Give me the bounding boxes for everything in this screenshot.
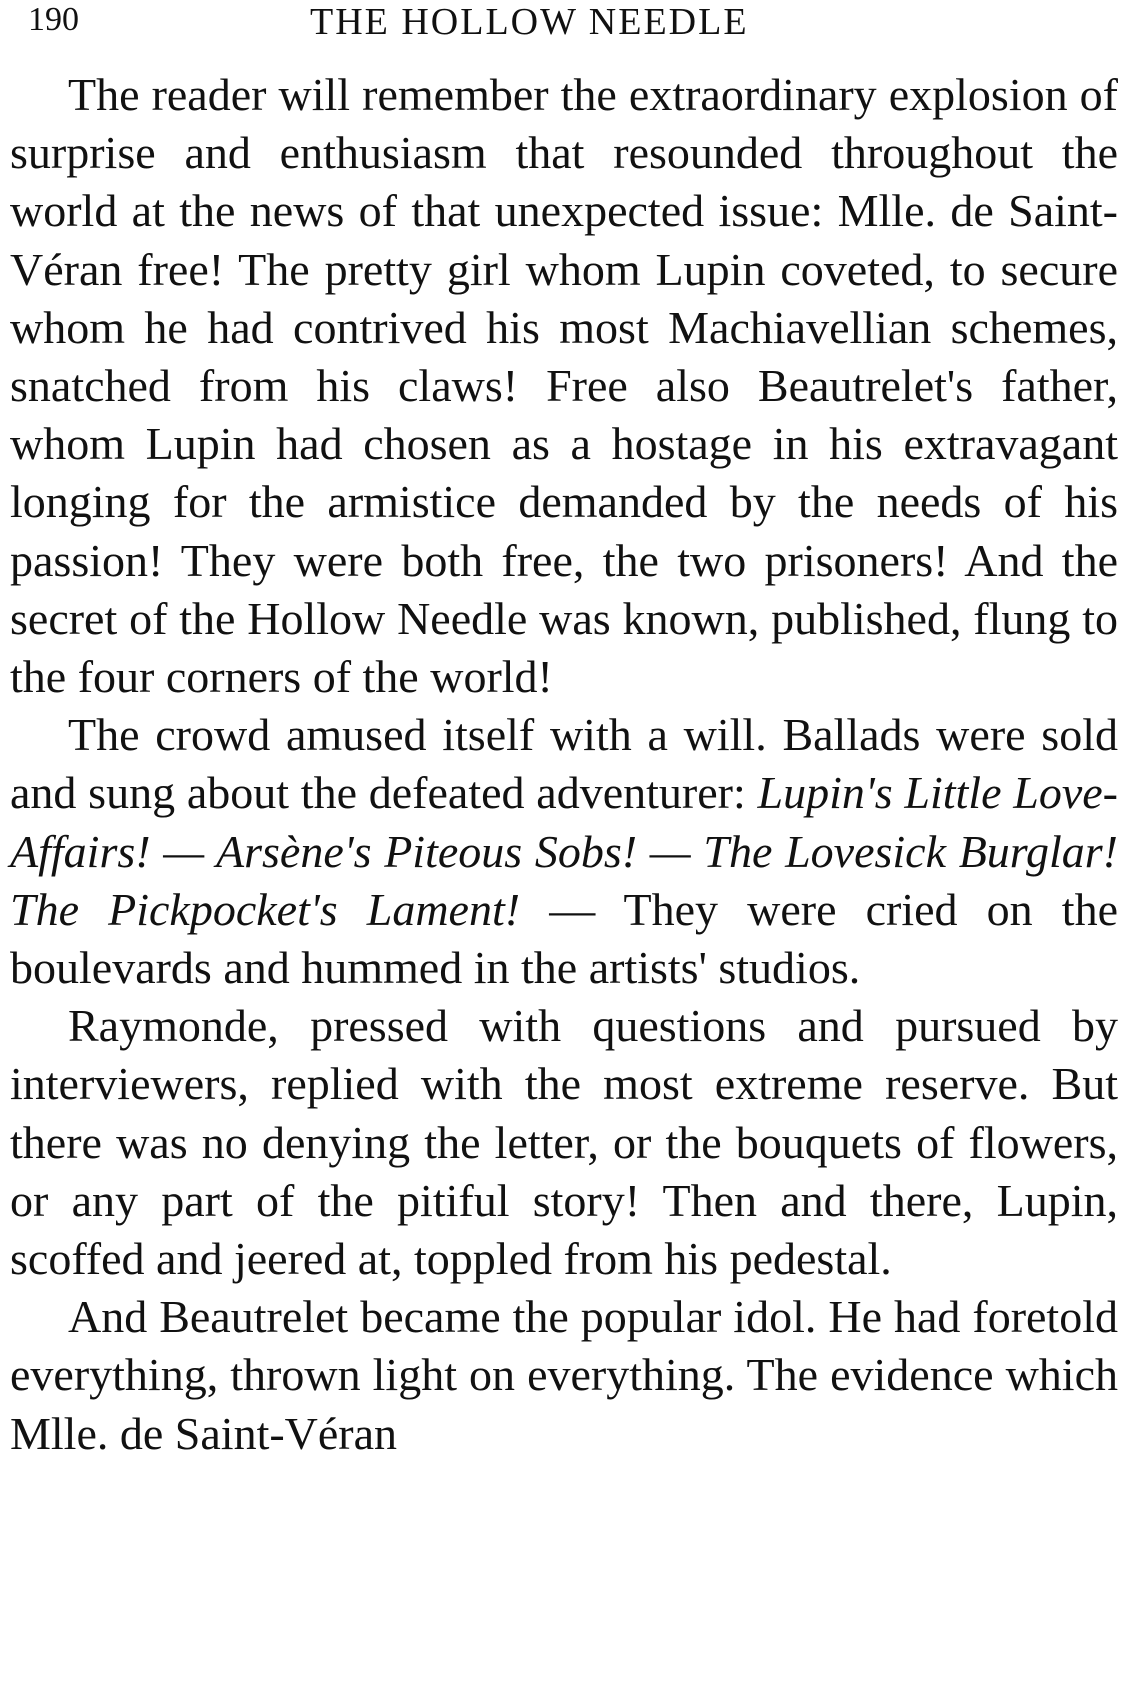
running-title: THE HOLLOW NEEDLE (310, 1, 749, 43)
paragraph-2-text-after: — They were cried on the boulevards and hummed in the artists' studios. (10, 883, 1118, 994)
paragraph-1: The reader will remember the extraordinary explosion of surprise and enthusiasm that resounded throughout the world at the news of that unexpected issue: Mlle. de Saint-Véran free! The pretty girl whom Lupin coveted, to secure whom he had contrived his most Machiavellian schemes, snatched from his claws! Free also Beautrelet's father, whom Lupin had chosen as a hostage in his extravagant longing for the armistice demanded by the needs of his passion! They were both free, the two prisoners! And the secret of the Hollow Needle was known, published, flung to the four corners of the world! (10, 69, 1118, 703)
page-header (0, 0, 1125, 46)
paragraph-2-text-before: The crowd amused itself with a will. Ballads were sold and sung about the defeated adventurer: (10, 709, 1118, 819)
paragraph-3: Raymonde, pressed with questions and pursued by interviewers, replied with the most extreme reserve. But there was no denying the letter, or the bouquets of flowers, or any part of the pitiful story! Then and there, Lupin, scoffed and jeered at, toppled from his pedestal. (10, 1000, 1118, 1285)
ballad-titles: Lupin's Little Love-Affairs! — Arsène's Piteous Sobs! — The Lovesick Burglar! The Pickpocket's Lament! (10, 767, 1118, 935)
paragraph-2 (10, 706, 1118, 997)
paragraph-4: And Beautrelet became the popular idol. He had foretold everything, thrown light on everything. The evidence which Mlle. de Saint-Véran (10, 1291, 1118, 1459)
body-text (10, 66, 1118, 1463)
page-number: 190 (28, 1, 79, 38)
